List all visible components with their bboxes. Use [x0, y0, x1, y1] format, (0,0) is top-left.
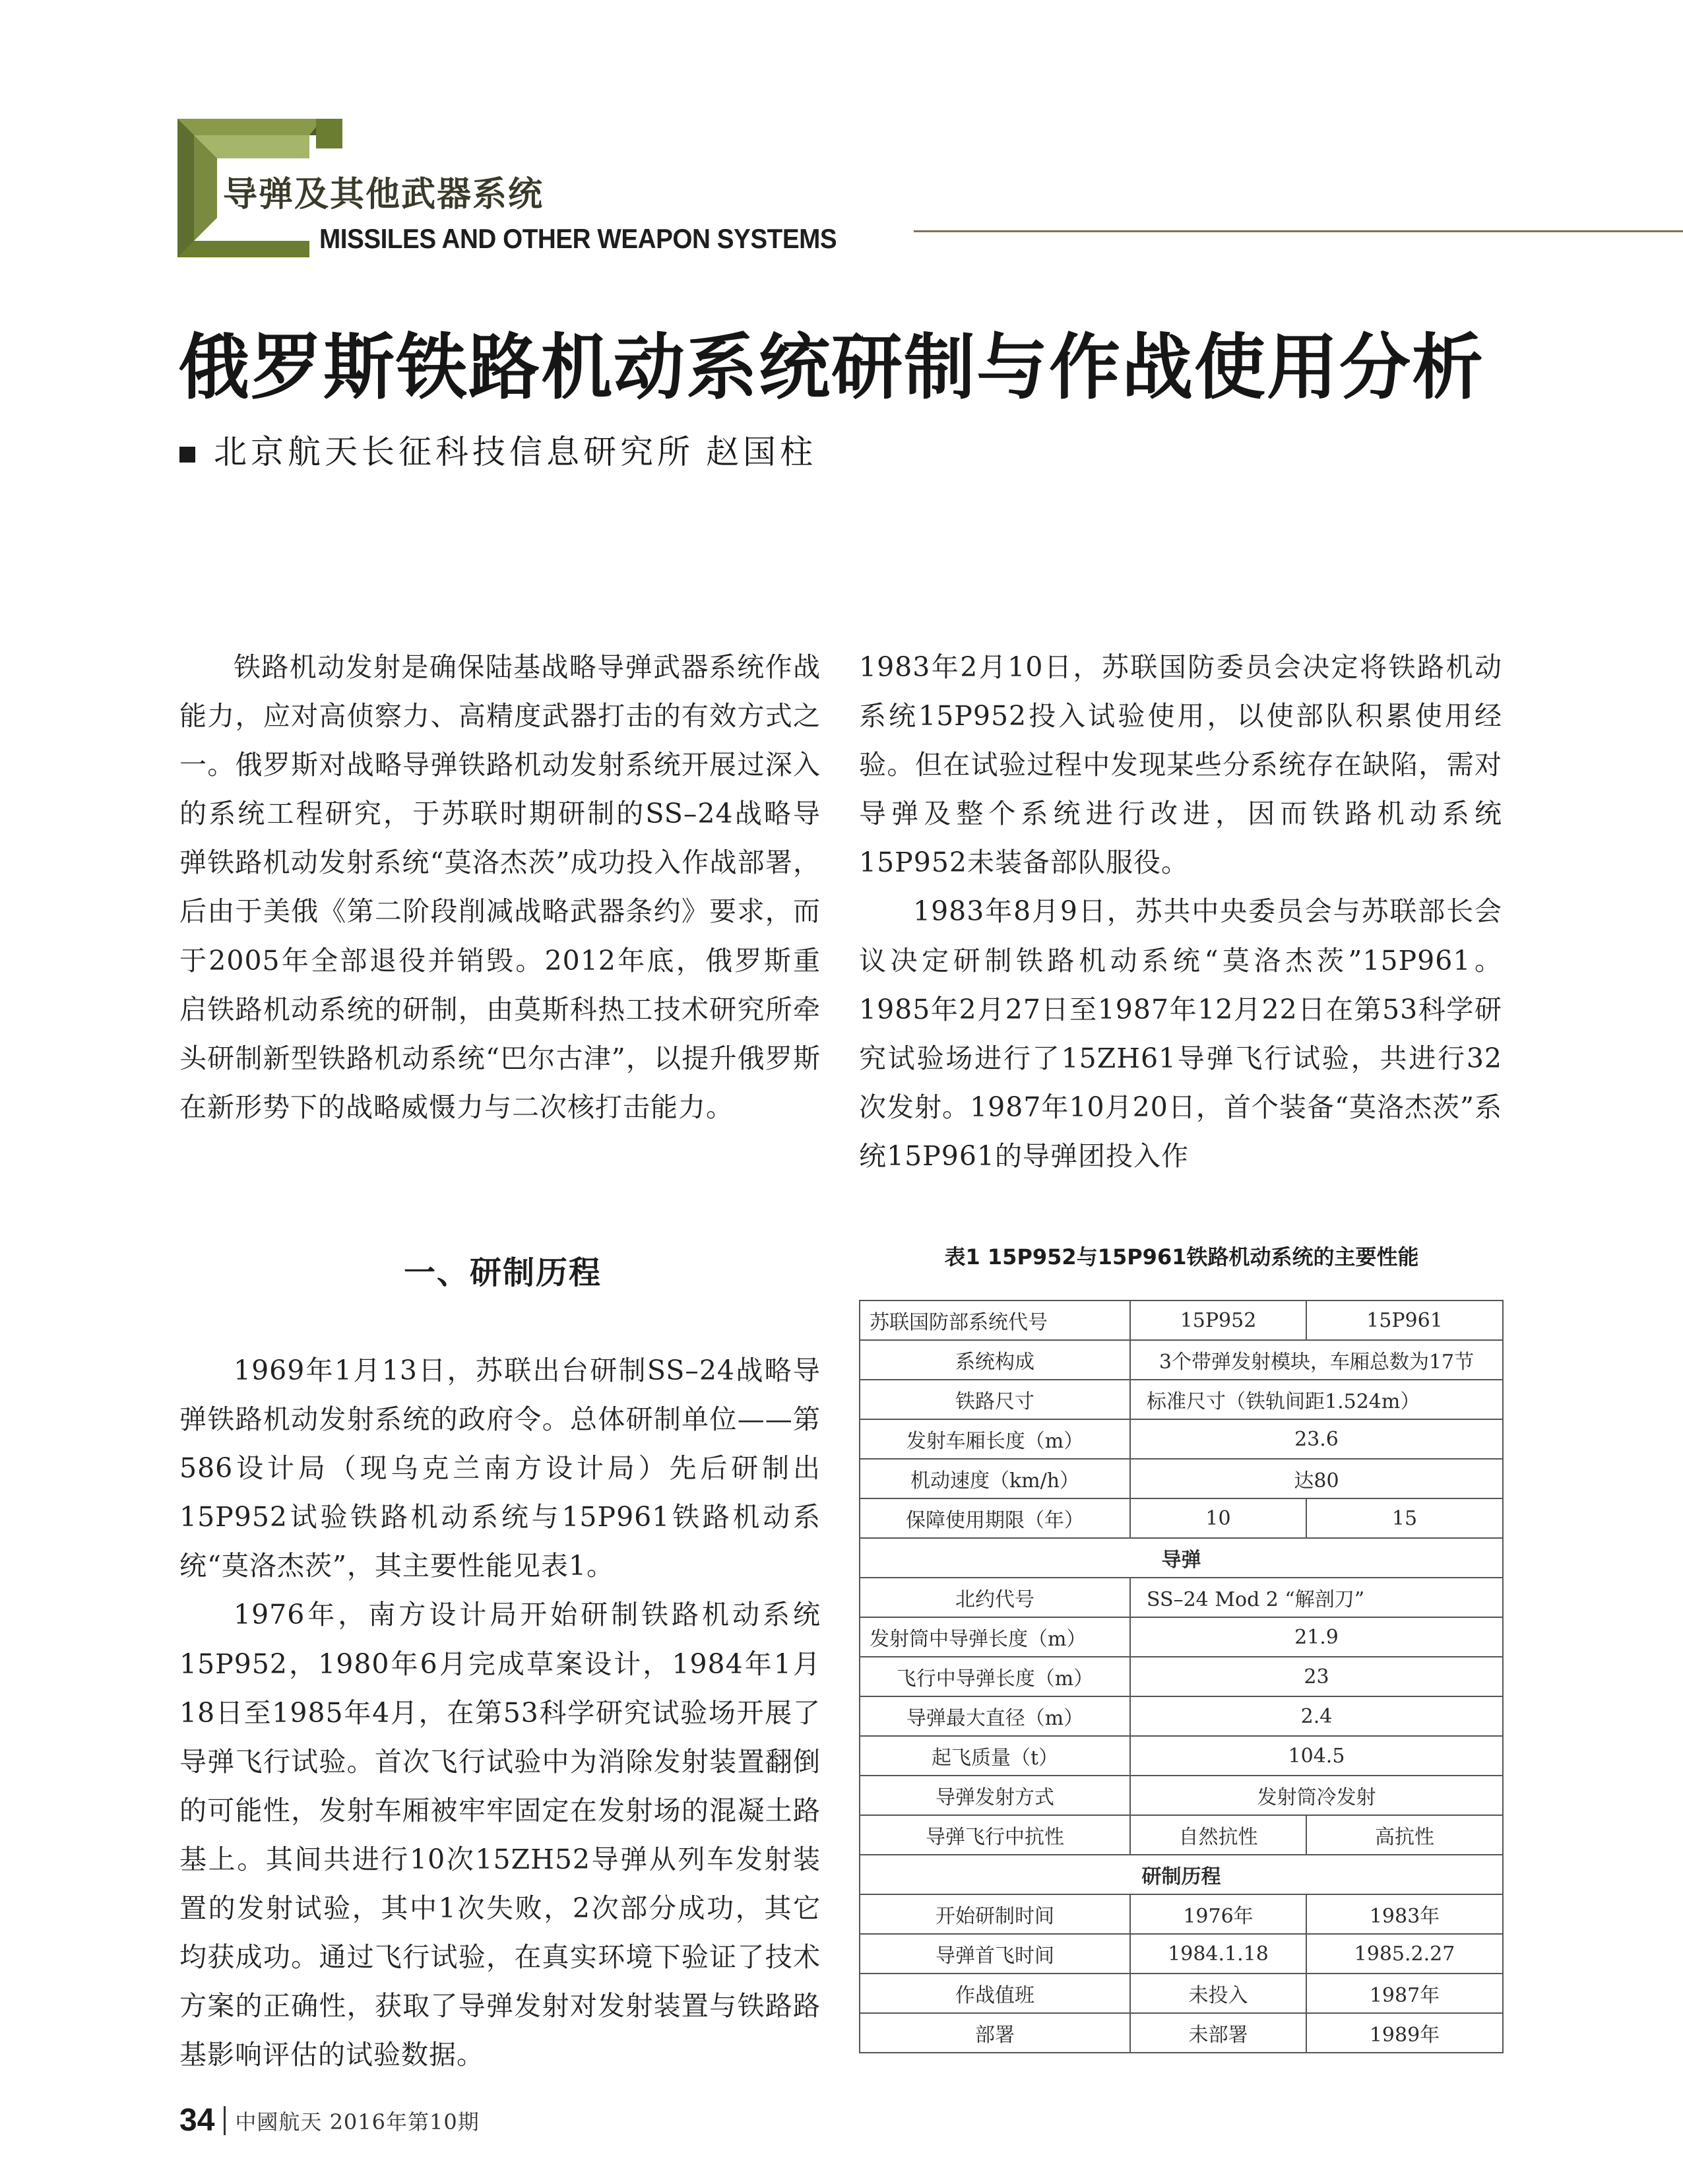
table-cell: 系统构成	[860, 1340, 1130, 1380]
table-cell: 作战值班	[860, 1974, 1130, 2013]
footer-divider	[224, 2106, 226, 2135]
table-row	[860, 1340, 1503, 1380]
table-cell: 铁路尺寸	[860, 1380, 1130, 1419]
article-title: 俄罗斯铁路机动系统研制与作战使用分析	[178, 327, 1485, 409]
table-cell: 部署	[860, 2013, 1130, 2053]
author-name: 赵国柱	[706, 433, 817, 471]
table-cell: 起飞质量（t）	[860, 1736, 1130, 1776]
logo-left-bevel	[177, 119, 194, 257]
table-cell: 导弹飞行中抗性	[860, 1815, 1130, 1855]
table-row	[860, 1815, 1503, 1855]
table-row	[860, 1894, 1503, 1934]
table-cell: 导弹首飞时间	[860, 1934, 1130, 1974]
table-cell: 高抗性	[1306, 1815, 1503, 1855]
table-row	[860, 1776, 1503, 1815]
table-cell: 15	[1306, 1498, 1503, 1538]
table-section-header: 导弹	[860, 1538, 1503, 1578]
table-cell: 标准尺寸（铁轨间距1.524m）	[1130, 1380, 1503, 1419]
table-row	[860, 1736, 1503, 1776]
table-cell: 开始研制时间	[860, 1894, 1130, 1934]
section-title-en: MISSILES AND OTHER WEAPON SYSTEMS	[319, 223, 837, 254]
section-rule	[914, 230, 1683, 232]
logo-square	[316, 119, 342, 148]
table-row	[860, 1538, 1503, 1578]
performance-table	[859, 1300, 1504, 2053]
right-paragraph-2: 1983年8月9日，苏共中央委员会与苏联部长会议决定研制铁路机动系统“莫洛杰茨”15P961。1985年2月27日至1987年12月22日在第53科学研究试验场进行了15ZH61导弹飞行试验，共进行32次发射。1987年10月20日，首个装备“莫洛杰茨”系统15P961的导弹团投入作	[859, 895, 1502, 1172]
table-cell: 2.4	[1130, 1696, 1503, 1736]
table-cell: 达80	[1130, 1459, 1503, 1498]
table-cell: 1989年	[1306, 2013, 1503, 2053]
table-cell: 北约代号	[860, 1578, 1130, 1617]
table-row	[860, 1498, 1503, 1538]
table-row	[860, 1617, 1503, 1657]
table-row	[860, 1459, 1503, 1498]
table-row	[860, 1974, 1503, 2013]
table-cell: 23	[1130, 1657, 1503, 1696]
table-cell: 1976年	[1130, 1894, 1306, 1934]
table-cell: SS–24 Mod 2 “解剖刀”	[1130, 1578, 1503, 1617]
table-row	[860, 1934, 1503, 1974]
body-paragraph-1: 1969年1月13日，苏联出台研制SS–24战略导弹铁路机动发射系统的政府令。总体研制单位——第586设计局（现乌克兰南方设计局）先后研制出15P952试验铁路机动系统与15P961铁路机动系统“莫洛杰茨”，其主要性能见表1。	[179, 1355, 821, 1582]
page-number: 34	[179, 2103, 215, 2138]
section-heading: 一、研制历程	[404, 1254, 602, 1291]
table-cell: 15P952	[1130, 1301, 1306, 1340]
table-cell: 飞行中导弹长度（m）	[860, 1657, 1130, 1696]
table-cell: 保障使用期限（年）	[860, 1498, 1130, 1538]
table-cell: 3个带弹发射模块，车厢总数为17节	[1130, 1340, 1503, 1380]
table-cell: 机动速度（km/h）	[860, 1459, 1130, 1498]
right-column-body	[859, 643, 1502, 1180]
table-cell: 未部署	[1130, 2013, 1306, 2053]
table-cell: 发射筒冷发射	[1130, 1776, 1503, 1815]
logo-top-bevel	[177, 119, 323, 135]
journal-issue: 中國航天 2016年第10期	[235, 2109, 480, 2135]
table-cell: 导弹发射方式	[860, 1776, 1130, 1815]
table-row	[860, 2013, 1503, 2053]
intro-paragraph: 铁路机动发射是确保陆基战略导弹武器系统作战能力，应对高侦察力、高精度武器打击的有效方式之一。俄罗斯对战略导弹铁路机动发射系统开展过深入的系统工程研究，于苏联时期研制的SS–24战略导弹铁路机动发射系统“莫洛杰茨”成功投入作战部署，后由于美俄《第二阶段削减战略武器条约》要求，而于2005年全部退役并销毁。2012年底，俄罗斯重启铁路机动系统的研制，由莫斯科热工技术研究所牵头研制新型铁路机动系统“巴尔古津”，以提升俄罗斯在新形势下的战略威慑力与二次核打击能力。	[179, 651, 821, 1123]
right-paragraph-1: 1983年2月10日，苏联国防委员会决定将铁路机动系统15P952投入试验使用，以使部队积累使用经验。但在试验过程中发现某些分系统存在缺陷，需对导弹及整个系统进行改进，因而铁路机动系统15P952未装备部队服役。	[859, 651, 1502, 879]
table-caption: 表1 15P952与15P961铁路机动系统的主要性能	[944, 1244, 1419, 1269]
left-column-body	[179, 1346, 821, 2079]
table-cell: 1987年	[1306, 1974, 1503, 2013]
table-cell: 发射车厢长度（m）	[860, 1419, 1130, 1459]
bullet-square-icon	[179, 447, 195, 463]
table-row	[860, 1657, 1503, 1696]
table-cell: 10	[1130, 1498, 1306, 1538]
table-cell: 21.9	[1130, 1617, 1503, 1657]
table-cell: 未投入	[1130, 1974, 1306, 2013]
body-paragraph-2: 1976年，南方设计局开始研制铁路机动系统15P952，1980年6月完成草案设计，1984年1月18日至1985年4月，在第53科学研究试验场开展了导弹飞行试验。首次飞行试验中为消除发射装置翻倒的可能性，发射车厢被牢牢固定在发射场的混凝土路基上。其间共进行10次15ZH52导弹从列车发射装置的发射试验，其中1次失败，2次部分成功，其它均获成功。通过飞行试验，在真实环境下验证了技术方案的正确性，获取了导弹发射对发射装置与铁路路基影响评估的试验数据。	[179, 1599, 821, 2071]
table-cell: 15P961	[1306, 1301, 1503, 1340]
table-cell: 苏联国防部系统代号	[860, 1301, 1130, 1340]
table-row	[860, 1855, 1503, 1894]
table-cell: 104.5	[1130, 1736, 1503, 1776]
table-row	[860, 1419, 1503, 1459]
author-line	[179, 426, 817, 473]
table-cell: 23.6	[1130, 1419, 1503, 1459]
table-cell: 1985.2.27	[1306, 1934, 1503, 1974]
table-row	[860, 1696, 1503, 1736]
table-section-header: 研制历程	[860, 1855, 1503, 1894]
table-cell: 发射筒中导弹长度（m）	[860, 1617, 1130, 1657]
section-title-cn: 导弹及其他武器系统	[223, 174, 544, 214]
table-row	[860, 1380, 1503, 1419]
table-row	[860, 1578, 1503, 1617]
table-cell: 导弹最大直径（m）	[860, 1696, 1130, 1736]
table-cell: 1983年	[1306, 1894, 1503, 1934]
left-column-intro	[179, 643, 821, 1132]
table-row	[860, 1301, 1503, 1340]
table-cell: 1984.1.18	[1130, 1934, 1306, 1974]
affiliation: 北京航天长征科技信息研究所	[214, 433, 694, 471]
logo-bottom-bevel	[177, 241, 309, 257]
page-footer	[179, 2102, 480, 2138]
table-cell: 自然抗性	[1130, 1815, 1306, 1855]
